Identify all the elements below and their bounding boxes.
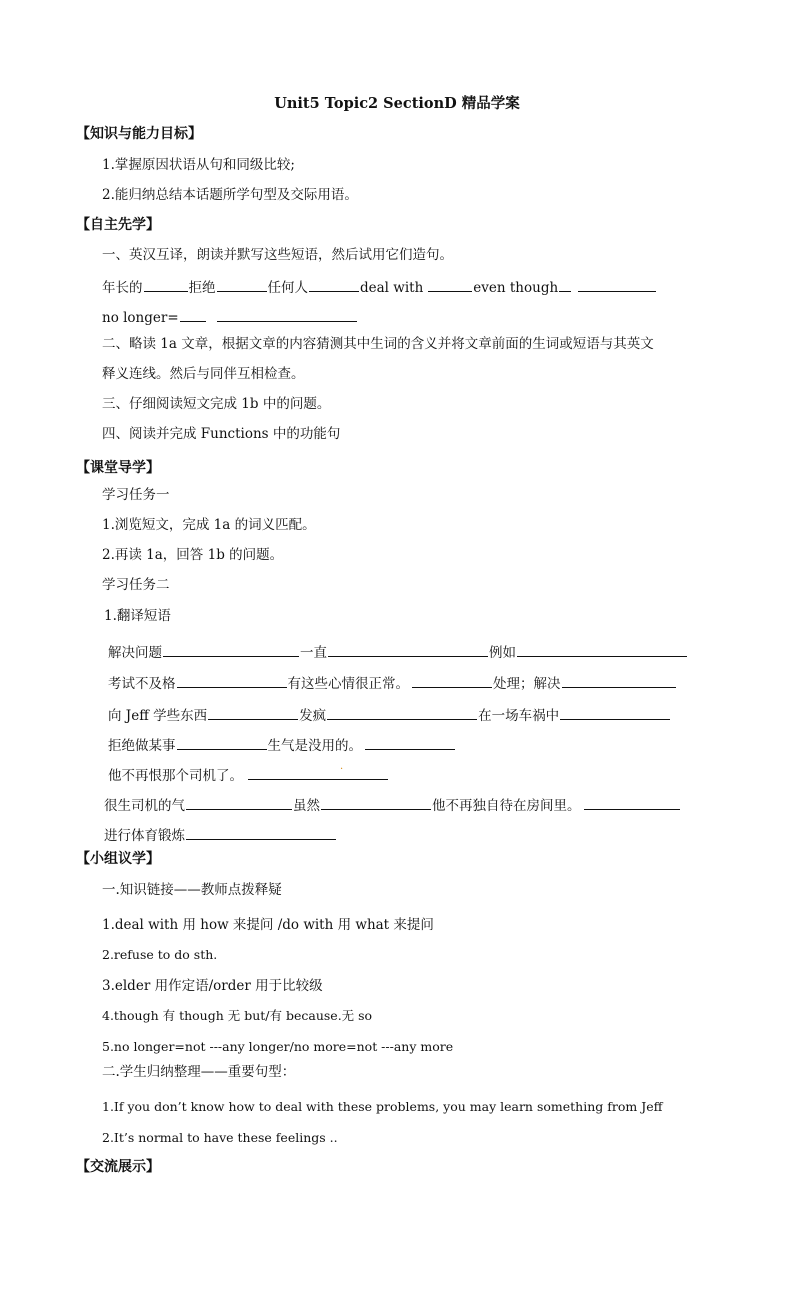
phrase: deal with — [360, 280, 424, 296]
blank[interactable] — [321, 794, 431, 810]
blank[interactable] — [248, 764, 388, 780]
blank[interactable] — [177, 734, 267, 750]
knowledge-item: 1.deal with 用 how 来提问 /do with 用 what 来提问 — [102, 917, 434, 933]
knowledge-item: 2.refuse to do sth. — [102, 947, 218, 962]
phrase-row — [102, 306, 358, 328]
blank[interactable] — [559, 276, 571, 292]
preview-step: 一、英汉互译，朗读并默写这些短语，然后试用它们造句。 — [102, 247, 453, 263]
blank[interactable] — [186, 824, 336, 840]
sub-heading: 一.知识链接——教师点拨释疑 — [102, 882, 282, 898]
blank[interactable] — [217, 276, 267, 292]
blank[interactable] — [327, 704, 477, 720]
translate-row — [108, 672, 677, 694]
sentence-item: 2.It’s normal to have these feelings .. — [102, 1130, 338, 1145]
phrase: 任何人 — [267, 280, 308, 296]
stray-mark: · — [340, 764, 344, 775]
blank[interactable] — [578, 276, 656, 292]
translate-row — [108, 704, 671, 726]
task-item: 1.翻译短语 — [104, 608, 171, 624]
preview-step: 三、仔细阅读短文完成 1b 中的问题。 — [102, 396, 331, 412]
phrase: 拒绝 — [188, 280, 216, 296]
blank[interactable] — [186, 794, 292, 810]
phrase: 很生司机的气 — [104, 798, 185, 814]
blank[interactable] — [309, 276, 359, 292]
phrase: 生气是没用的。 — [267, 738, 362, 754]
blank[interactable] — [177, 672, 287, 688]
blank[interactable] — [217, 306, 357, 322]
phrase: 向 Jeff 学些东西 — [108, 708, 208, 724]
phrase: 发疯 — [299, 708, 327, 724]
blank[interactable] — [144, 276, 188, 292]
blank[interactable] — [584, 794, 680, 810]
goal-item: 2.能归纳总结本话题所学句型及交际用语。 — [102, 187, 358, 203]
blank[interactable] — [328, 641, 488, 657]
blank[interactable] — [180, 306, 206, 322]
blank[interactable] — [560, 704, 670, 720]
phrase: 拒绝做某事 — [108, 738, 176, 754]
blank[interactable] — [365, 734, 455, 750]
phrase: 虽然 — [293, 798, 320, 814]
phrase: 考试不及格 — [108, 676, 176, 692]
task-heading: 学习任务二 — [102, 577, 170, 593]
page-title: Unit5 Topic2 SectionD 精品学案 — [274, 95, 520, 112]
preview-step: 二、略读 1a 文章，根据文章的内容猜测其中生词的含义并将文章前面的生词或短语与其英文 — [102, 336, 654, 352]
phrase: no longer= — [102, 310, 179, 326]
phrase: 一直 — [300, 645, 327, 661]
translate-row — [108, 764, 389, 786]
phrase: 进行体育锻炼 — [104, 828, 185, 844]
phrase: 例如 — [489, 645, 516, 661]
phrase: even though — [473, 280, 559, 296]
section-heading-show: 【交流展示】 — [76, 1159, 160, 1175]
task-heading: 学习任务一 — [102, 487, 170, 503]
blank[interactable] — [428, 276, 472, 292]
section-heading-preview: 【自主先学】 — [76, 217, 160, 233]
blank[interactable] — [163, 641, 299, 657]
translate-row — [108, 641, 688, 663]
blank[interactable] — [562, 672, 676, 688]
goal-item: 1.掌握原因状语从句和同级比较; — [102, 157, 295, 173]
blank[interactable] — [208, 704, 298, 720]
phrase: 有这些心情很正常。 — [287, 676, 409, 692]
section-heading-goals: 【知识与能力目标】 — [76, 126, 202, 142]
translate-row — [104, 824, 337, 846]
section-heading-group: 【小组议学】 — [76, 851, 160, 867]
knowledge-item: 3.elder 用作定语/order 用于比较级 — [102, 978, 323, 994]
phrase: 在一场车祸中 — [478, 708, 560, 724]
sentence-item: 1.If you don’t know how to deal with these problems, you may learn something from Jeff — [102, 1099, 663, 1114]
knowledge-item: 4.though 有 though 无 but/有 because.无 so — [102, 1008, 373, 1023]
phrase: 解决问题 — [108, 645, 162, 661]
phrase: 他不再恨那个司机了。 — [108, 768, 243, 784]
task-item: 2.再读 1a，回答 1b 的问题。 — [102, 547, 284, 563]
phrase: 处理；解决 — [493, 676, 561, 692]
preview-step-cont: 释义连线。然后与同伴互相检查。 — [102, 366, 305, 382]
phrase-row — [102, 276, 657, 298]
knowledge-item: 5.no longer=not ---any longer/no more=not ---any more — [102, 1039, 454, 1054]
blank[interactable] — [412, 672, 492, 688]
preview-step: 四、阅读并完成 Functions 中的功能句 — [102, 426, 341, 442]
translate-row — [104, 794, 681, 816]
phrase: 年长的 — [102, 280, 143, 296]
translate-row — [108, 734, 456, 756]
phrase: 他不再独自待在房间里。 — [432, 798, 581, 814]
sub-heading: 二.学生归纳整理——重要句型： — [102, 1064, 296, 1080]
task-item: 1.浏览短文，完成 1a 的词义匹配。 — [102, 517, 316, 533]
blank[interactable] — [517, 641, 687, 657]
section-heading-guide: 【课堂导学】 — [76, 460, 160, 476]
